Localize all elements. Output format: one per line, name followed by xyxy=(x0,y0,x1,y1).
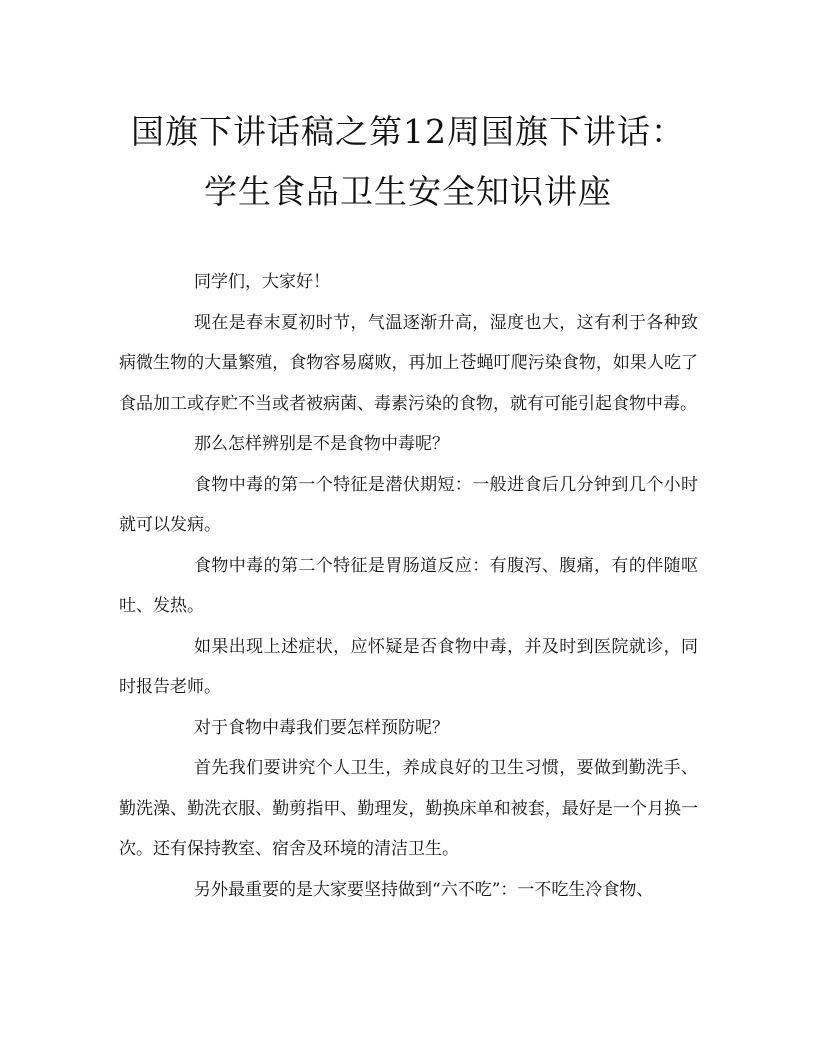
paragraph-feature-one: 食物中毒的第一个特征是潜伏期短：一般进食后几分钟到几个小时就可以发病。 xyxy=(119,474,698,535)
document-body xyxy=(119,262,698,910)
paragraph-question-prevent: 对于食物中毒我们要怎样预防呢？ xyxy=(194,717,449,738)
paragraph-season-intro: 现在是春末夏初时节，气温逐渐升高，湿度也大，这有利于各种致病微生物的大量繁殖，食物容易腐败，再加上苍蝇叮爬污染食物，如果人吃了食品加工或存贮不当或者被病菌、毒素污染的食物，就有可能引起食物中毒。 xyxy=(119,312,698,414)
paragraph-six-donts: 另外最重要的是大家要坚持做到“六不吃”：一不吃生冷食物、 xyxy=(194,879,654,900)
paragraph-feature-two: 食物中毒的第二个特征是胃肠道反应：有腹泻、腹痛，有的伴随呕吐、发热。 xyxy=(119,555,698,616)
document-title-line-1: 国旗下讲话稿之第12周国旗下讲话： xyxy=(131,112,685,151)
paragraph-question-identify: 那么怎样辨别是不是食物中毒呢？ xyxy=(194,434,449,454)
document-title-line-2: 学生食品卫生安全知识讲座 xyxy=(204,172,612,211)
paragraph-greeting: 同学们，大家好！ xyxy=(194,272,330,292)
paragraph-hygiene: 首先我们要讲究个人卫生，养成良好的卫生习惯，要做到勤洗手、勤洗澡、勤洗衣服、勤剪指甲、勤理发，勤换床单和被套，最好是一个月换一次。还有保持教室、宿舍及环境的清洁卫生。 xyxy=(119,758,698,859)
paragraph-action: 如果出现上述症状，应怀疑是否食物中毒，并及时到医院就诊，同时报告老师。 xyxy=(119,636,698,697)
